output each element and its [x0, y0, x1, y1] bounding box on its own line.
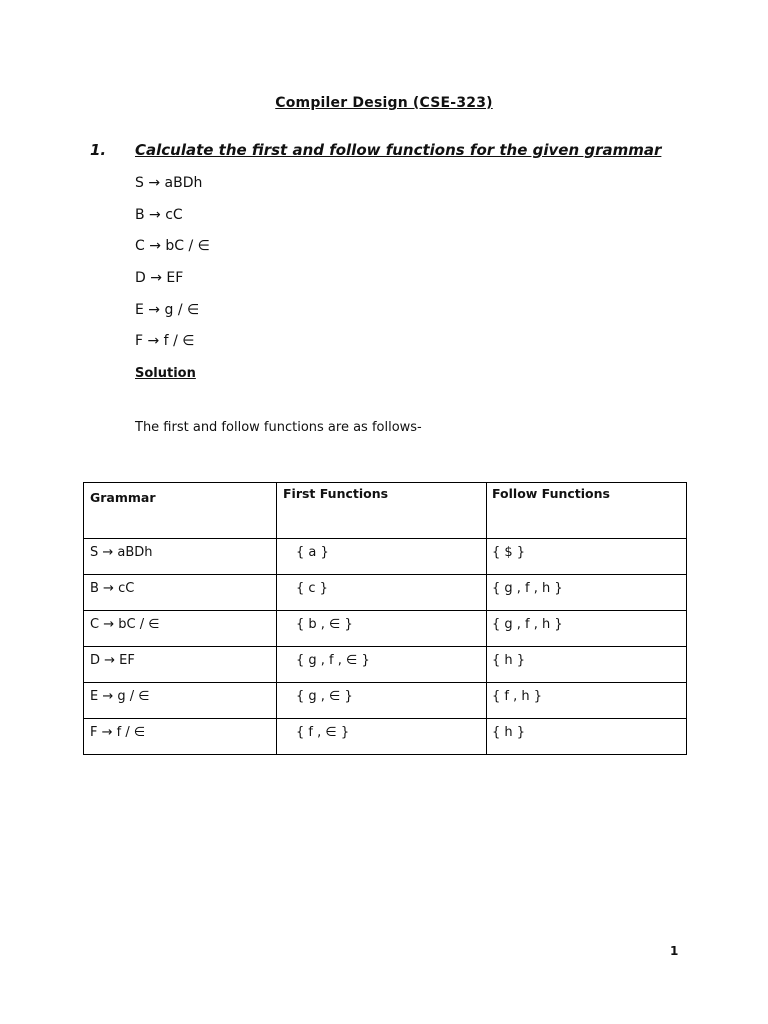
question-text: Calculate the first and follow functions for the given grammar — [135, 141, 662, 159]
table-row — [84, 719, 687, 755]
follow-cell: { h } — [487, 647, 687, 683]
solution-heading: Solution — [135, 366, 196, 381]
grammar-cell: C → bC / ∈ — [84, 611, 277, 647]
table-row — [84, 683, 687, 719]
grammar-rule: B → cC — [135, 207, 183, 223]
grammar-cell: B → cC — [84, 575, 277, 611]
first-cell: { f , ∈ } — [277, 719, 487, 755]
grammar-cell: E → g / ∈ — [84, 683, 277, 719]
grammar-rule: S → aBDh — [135, 175, 203, 191]
grammar-cell: S → aBDh — [84, 539, 277, 575]
follow-cell: { f , h } — [487, 683, 687, 719]
table-row — [84, 575, 687, 611]
header-follow-functions: Follow Functions — [487, 483, 687, 539]
intro-text: The first and follow functions are as follows- — [135, 420, 422, 435]
header-first-functions: First Functions — [277, 483, 487, 539]
header-grammar: Grammar — [84, 483, 277, 539]
table-row — [84, 611, 687, 647]
grammar-rule: E → g / ∈ — [135, 302, 200, 318]
follow-cell: { g , f , h } — [487, 611, 687, 647]
first-cell: { g , f , ∈ } — [277, 647, 487, 683]
grammar-rule: D → EF — [135, 270, 184, 286]
first-cell: { b , ∈ } — [277, 611, 487, 647]
grammar-rule: F → f / ∈ — [135, 333, 195, 349]
page-title: Compiler Design (CSE-323) — [275, 95, 493, 111]
page-number: 1 — [670, 944, 679, 958]
table-header-row — [84, 483, 687, 539]
table-row — [84, 647, 687, 683]
first-follow-table — [83, 482, 687, 755]
grammar-cell: F → f / ∈ — [84, 719, 277, 755]
first-cell: { g , ∈ } — [277, 683, 487, 719]
grammar-cell: D → EF — [84, 647, 277, 683]
follow-cell: { h } — [487, 719, 687, 755]
table-row — [84, 539, 687, 575]
question-number: 1. — [90, 141, 107, 159]
first-cell: { c } — [277, 575, 487, 611]
follow-cell: { $ } — [487, 539, 687, 575]
first-cell: { a } — [277, 539, 487, 575]
follow-cell: { g , f , h } — [487, 575, 687, 611]
grammar-rule: C → bC / ∈ — [135, 238, 210, 254]
